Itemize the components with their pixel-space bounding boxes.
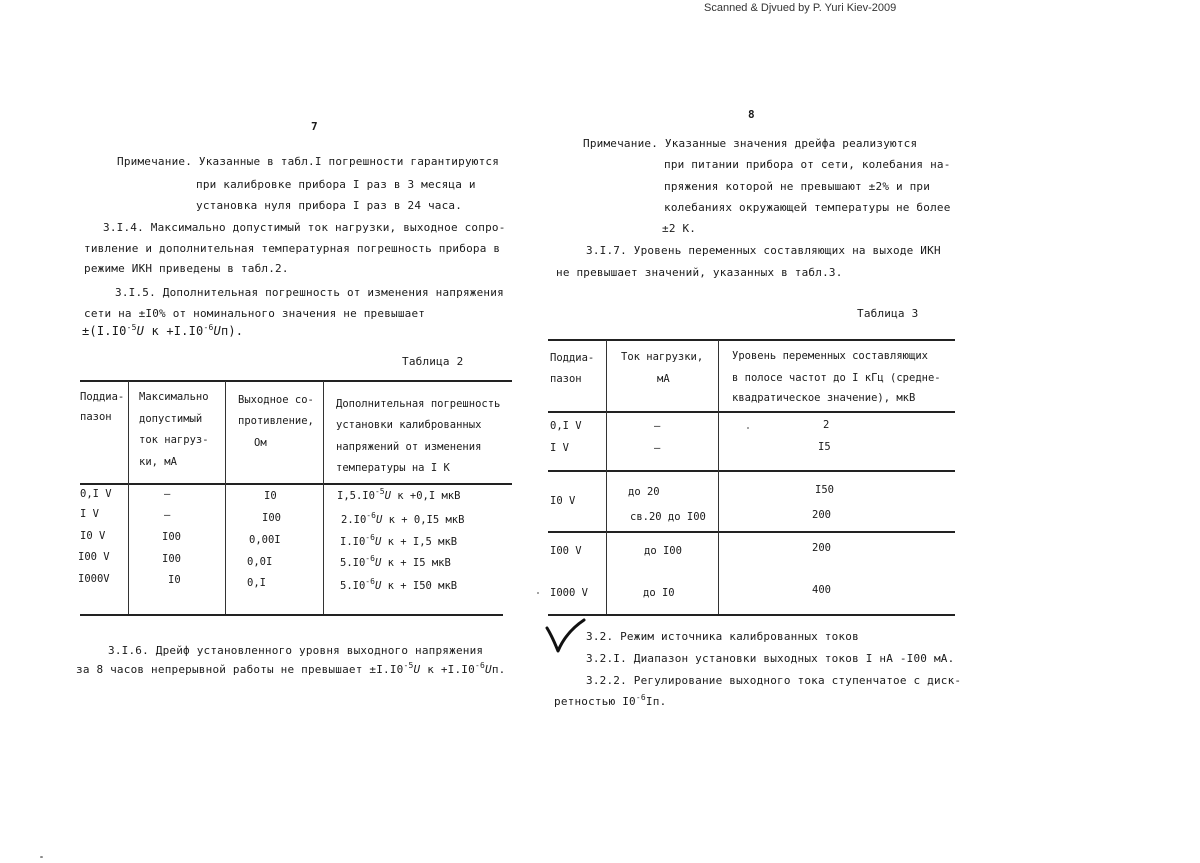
table-2-col-rule-2	[225, 381, 226, 614]
table-2-cell: I000V	[78, 573, 110, 585]
table-3-cell: до I0	[643, 587, 675, 599]
para-3-1-4-line-2: тивление и дополнительная температурная погрешность прибора в	[84, 242, 501, 255]
table-3-cell: 200	[812, 542, 831, 554]
para-3-1-7-line-1: 3.I.7. Уровень переменных составляющих на выходе ИКН	[586, 244, 941, 257]
table-2-cell: 0,I V	[80, 488, 112, 500]
table-3-col-rule-2	[718, 340, 719, 614]
table-3-bottom-rule	[548, 614, 955, 616]
para-3-1-5-line-1: 3.I.5. Дополнительная погрешность от изменения напряжения	[115, 286, 504, 299]
table-3-cell: –	[654, 442, 661, 454]
table-2-cell: I00	[262, 512, 281, 524]
table-2-col-rule-3	[323, 381, 324, 614]
table-3-cell: св.20 до I00	[630, 511, 706, 523]
table-3-row-rule	[548, 470, 955, 472]
table-2-cell: –	[164, 488, 171, 500]
table-2-cell: $5.I0^{-6}U$ к + I50 мкВ	[340, 577, 458, 592]
para-3-1-5-formula: $\pm(I.I0^{-5}U$ $к +I.I0^{-6}Uп$).	[82, 323, 244, 338]
table-3-cell: 200	[812, 509, 831, 521]
table-2-cell: $2.I0^{-6}U$ к + 0,I5 мкВ	[341, 511, 465, 526]
table-2-cell: I0	[264, 490, 277, 502]
table-2-cell: I00	[162, 531, 181, 543]
table-2-cell: $I,5.I0^{-5}U$ к +0,I мкВ	[337, 487, 461, 502]
table-2-cell: I0 V	[80, 530, 106, 542]
table-2-header-rule	[80, 483, 512, 485]
table-3-col-rule-1	[606, 340, 607, 614]
note-line-3: установка нуля прибора I раз в 24 часа.	[196, 199, 463, 212]
note-line-3: пряжения которой не превышают ±2% и при	[664, 180, 931, 193]
note-line-2: при питании прибора от сети, колебания на-	[664, 158, 951, 171]
table-3-title: Таблица 3	[857, 307, 919, 320]
table-2-title: Таблица 2	[402, 355, 464, 368]
table-2-top-rule	[80, 380, 512, 382]
note-line-2: при калибровке прибора I раз в 3 месяца и	[196, 178, 476, 191]
table-3-top-rule	[548, 339, 955, 341]
table-2-cell: $I.I0^{-6}U$ к + I,5 мкВ	[340, 533, 458, 548]
table-3-cell: I V	[550, 442, 569, 454]
table-3-cell: I000 V	[550, 587, 588, 599]
para-3-1-7-line-2: не превышает значений, указанных в табл.3.	[556, 266, 843, 279]
table-2-cell: I0	[168, 574, 181, 586]
table-3-cell: –	[654, 420, 661, 432]
table-3-cell: I0 V	[550, 495, 576, 507]
page-number-right: 8	[748, 108, 755, 121]
para-3-1-6-line-1: 3.I.6. Дрейф установленного уровня выходного напряжения	[108, 644, 484, 657]
note-line-5: ±2 К.	[662, 222, 697, 235]
table-2-cell: I V	[80, 508, 99, 520]
scan-speck	[537, 592, 539, 594]
table-3-cell: 400	[812, 584, 831, 596]
table-3-cell: до 20	[628, 486, 660, 498]
table-2-cell: I00 V	[78, 551, 110, 563]
table-3-cell: I00 V	[550, 545, 582, 557]
para-3-1-4-line-3: режиме ИКН приведены в табл.2.	[84, 262, 289, 275]
scan-credit: Scanned & Djvued by P. Yuri Kiev-2009	[704, 2, 897, 14]
table-2-col-rule-1	[128, 381, 129, 614]
table-3-cell: I5	[818, 441, 831, 453]
page-number-left: 7	[311, 120, 318, 133]
para-3-1-6-line-2: за 8 часов непрерывной работы не превышает $\pm I.I0^{-5}U$ $к +I.I0^{-6}Uп$.	[76, 661, 506, 676]
table-2-cell: 0,I	[247, 577, 266, 589]
check-mark-icon	[544, 618, 588, 654]
table-3-cell: I50	[815, 484, 834, 496]
para-3-2-2-line-1: 3.2.2. Регулирование выходного тока ступенчатое с диск-	[586, 674, 962, 687]
note-line-1: Примечание. Указанные значения дрейфа реализуются	[583, 137, 918, 150]
table-2-cell: 0,00I	[249, 534, 281, 546]
note-line-1: Примечание. Указанные в табл.I погрешности гарантируются	[117, 155, 500, 168]
table-2-cell: I00	[162, 553, 181, 565]
table-2-cell: $5.I0^{-6}U$ к + I5 мкВ	[340, 554, 451, 569]
para-3-2: 3.2. Режим источника калиброванных токов	[586, 630, 859, 643]
table-2-cell: –	[164, 509, 171, 521]
para-3-1-5-line-2: сети на ±I0% от номинального значения не превышает	[84, 307, 426, 320]
para-3-2-1: 3.2.I. Диапазон установки выходных токов I нА -I00 мА.	[586, 652, 955, 665]
scan-speck	[747, 427, 749, 429]
table-3-cell: 0,I V	[550, 420, 582, 432]
para-3-2-2-line-2: ретностью $I0^{-6}Iп$.	[554, 693, 667, 708]
table-3-cell: до I00	[644, 545, 682, 557]
table-3-cell: 2	[823, 419, 830, 431]
table-3-row-rule	[548, 531, 955, 533]
table-2-bottom-rule	[80, 614, 503, 616]
note-line-4: колебаниях окружающей температуры не более	[664, 201, 951, 214]
para-3-1-4-line-1: 3.I.4. Максимально допустимый ток нагрузки, выходное сопро-	[103, 221, 506, 234]
table-2-cell: 0,0I	[247, 556, 273, 568]
scan-speck	[40, 856, 43, 858]
table-3-header-rule	[548, 411, 955, 413]
